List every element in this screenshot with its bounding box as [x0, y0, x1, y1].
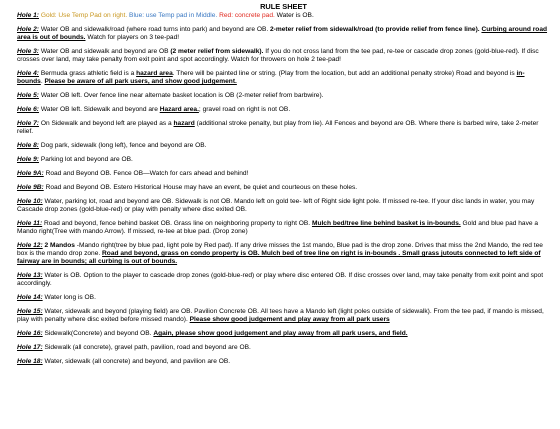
- emphasis-text: Curbing around road area is out of bounds.: [17, 26, 548, 41]
- rule-hole-10: [17, 198, 550, 214]
- hole-label: Hole 8:: [17, 142, 39, 149]
- rule-hole-9a: [17, 170, 550, 178]
- rule-text: Water OB and sidewalk and beyond are OB: [38, 48, 171, 55]
- emphasis-text: hazard: [173, 120, 195, 127]
- rule-text: On Sidewalk and beyond left are played as a: [38, 120, 174, 127]
- rule-text: Water long is OB.: [42, 294, 96, 301]
- hole-label: Hole 15:: [17, 308, 43, 315]
- hole-label: Hole 9B:: [17, 184, 44, 191]
- styled-text: Gold: Use Temp Pad on right.: [40, 12, 128, 19]
- hole-label: Hole 6:: [17, 106, 39, 113]
- rule-hole-6: [17, 106, 550, 114]
- hole-label: Hole 16:: [17, 330, 43, 337]
- rule-hole-7: [17, 120, 550, 136]
- rule-text: Water, parking lot, road and beyond are OB. Sidewalk is not OB. Mando left on gold tee- left of Right side light pole. If missed re-tee. If your disc lands in water, you may Cascade drop zones (gold-blue-red) or play with penalty where disc exited OB.: [17, 198, 535, 213]
- rule-text: Water OB and sidewalk/road (where road turns into park) and beyond are OB.: [38, 26, 271, 33]
- rule-hole-17: [17, 344, 550, 352]
- hole-label: Hole 5:: [17, 92, 39, 99]
- rule-text: Watch for players on 3 tee-pad!: [85, 34, 180, 41]
- hole-label: Hole 10:: [17, 198, 43, 205]
- rule-text: Water, sidewalk and beyond (playing field) are OB. Pavilion Concrete OB. All tees have a Mando left (light poles outside of sidewalk). From the tee pad, if mando is missed, play with penalty where disc exited before missed mando).: [17, 308, 544, 323]
- hole-label: Hole 9:: [17, 156, 39, 163]
- hole-label: Hole 17:: [17, 344, 43, 351]
- rule-hole-14: [17, 294, 550, 302]
- hole-label: Hole 11:: [17, 220, 43, 227]
- rule-hole-8: [17, 142, 550, 150]
- rule-hole-9: [17, 156, 550, 164]
- hole-label: Hole 13:: [17, 272, 43, 279]
- hole-label: Hole 12:: [17, 242, 43, 249]
- emphasis-text: Road and beyond, grass on condo property is OB. Mulch bed of tree line on right is in-bounds . Small grass jutouts connected to left side of fairway are in bounds; all curbing is out of bounds.: [17, 250, 541, 265]
- hole-label: Hole 3:: [17, 48, 39, 55]
- emphasis-text: Hazard area.: [159, 106, 199, 113]
- rule-text: Water OB left. Sidewalk and beyond are: [38, 106, 160, 113]
- rule-text: Sidewalk (all concrete), gravel path, pavilion, road and beyond are OB.: [42, 344, 251, 351]
- hole-label: Hole 18:: [17, 358, 43, 365]
- hole-label: Hole 7:: [17, 120, 39, 127]
- rule-hole-11: [17, 220, 550, 236]
- rules-list: [17, 12, 550, 366]
- rule-hole-1: [17, 12, 550, 20]
- rule-text: . There will be painted line or string. (Play from the location, but add an additional penalty stroke) Road and beyond is: [172, 70, 517, 77]
- emphasis-text: Please show good judgement and play away from all park users: [189, 316, 390, 323]
- rule-hole-15: [17, 308, 550, 324]
- rule-text: If you do not cross land from the tee pad, re-tee or cascade drop zones (gold-blue-red). If disc crosses over land, may take penalty from exit point and spot accordingly. Watch for throwers on hole 2 tee-pad!: [17, 48, 539, 63]
- rule-text: Road and beyond, fence behind basket OB. Grass line on neighboring property to right OB.: [42, 220, 312, 227]
- rule-text: -Mando right(tree by blue pad, light pole by Red pad). If any drive misses the 1st mando, Blue pad is the drop zone. Drives that miss the 2nd Mando, the red tee box is the mando drop zone.: [17, 242, 543, 257]
- rule-hole-3: [17, 48, 550, 64]
- rule-text: Parking lot and beyond are OB.: [38, 156, 133, 163]
- rule-text: Water OB left. Over fence line near alternate basket location is OB (2-meter relief from barbwire).: [38, 92, 324, 99]
- rule-text: (additional stroke penalty, but play from lie). All Fences and beyond are OB. Where there is barbed wire, take 2-meter relief.: [17, 120, 539, 135]
- rule-text: Road and Beyond OB. Fence OB—Watch for cars ahead and behind!: [43, 170, 249, 177]
- rule-text: Water is OB. Option to the player to cascade drop zones (gold-blue-red) or play where disc entered OB. If disc crosses over land, may take penalty from exit point and spot accordingly.: [17, 272, 544, 287]
- rule-hole-18: [17, 358, 550, 366]
- rule-text: .: [40, 78, 45, 85]
- rule-text: Sidewalk(Concrete) and beyond OB.: [42, 330, 154, 337]
- emphasis-text: Again, please show good judgement and play away from all park users, and field.: [153, 330, 408, 337]
- emphasis-text: Mulch bed/tree line behind basket is in-bounds.: [311, 220, 461, 227]
- styled-text: Red: concrete pad.: [219, 12, 275, 19]
- rule-text: Road and Beyond OB. Estero Historical House may have an event, be quiet and courteous on these holes.: [43, 184, 358, 191]
- rule-text: Water, sidewalk (all concrete) and beyond, and pavilion are OB.: [42, 358, 231, 365]
- hole-label: Hole 2:: [17, 26, 39, 33]
- rule-text: ; gravel road on right is not OB.: [198, 106, 291, 113]
- rule-hole-16: [17, 330, 550, 338]
- rule-hole-2: [17, 26, 550, 42]
- rule-hole-12: [17, 242, 550, 266]
- hole-label: Hole 1:: [17, 12, 39, 19]
- rule-text: Bermuda grass athletic field is a: [38, 70, 137, 77]
- hole-label: Hole 4:: [17, 70, 39, 77]
- rule-text: Water is OB.: [274, 12, 314, 19]
- rule-hole-9b: [17, 184, 550, 192]
- styled-text: Blue: use Temp pad in Middle.: [129, 12, 218, 19]
- styled-text: 2 Mandos: [44, 242, 75, 249]
- hole-label: Hole 9A:: [17, 170, 44, 177]
- emphasis-text: in-bounds: [17, 70, 525, 85]
- styled-text: 2-meter relief from sidewalk/road (to provide relief from fence line).: [270, 26, 480, 33]
- hole-label: Hole 14:: [17, 294, 43, 301]
- emphasis-text: Please be aware of all park users, and show good judgement.: [44, 78, 237, 85]
- rule-hole-5: [17, 92, 550, 100]
- rule-text: Dog park, sidewalk (long left), fence and beyond are OB.: [38, 142, 207, 149]
- rule-hole-4: [17, 70, 550, 86]
- page-title: RULE SHEET: [260, 2, 307, 11]
- rule-hole-13: [17, 272, 550, 288]
- rule-text: Gold and blue pad have a Mando right(Tree with mando Arrow). If missed, re-tee at blue pad. (Drop zone): [17, 220, 539, 235]
- styled-text: (2 meter relief from sidewalk).: [170, 48, 264, 55]
- emphasis-text: hazard area: [136, 70, 173, 77]
